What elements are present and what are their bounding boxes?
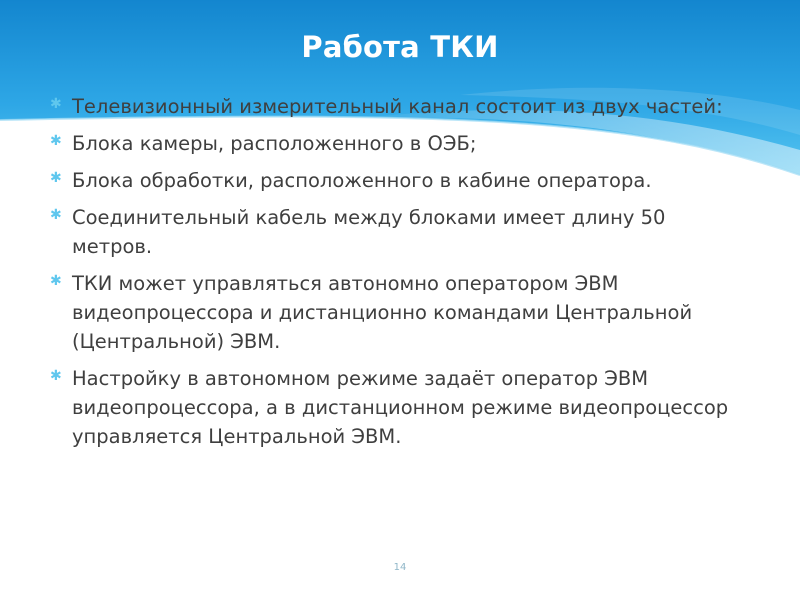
list-item [50, 92, 750, 121]
asterisk-bullet-icon: ✱ [50, 368, 62, 384]
list-item [50, 203, 750, 261]
list-item-text: Телевизионный измерительный канал состоит из двух частей: [72, 95, 723, 118]
list-item-text: Настройку в автономном режиме задаёт оператор ЭВМ видеопроцессора, а в дистанционном режиме видеопроцессор управляется Центральной ЭВМ. [72, 367, 729, 448]
list-item [50, 129, 750, 158]
list-item-text: Соединительный кабель между блоками имеет длину 50 метров. [72, 206, 666, 258]
asterisk-bullet-icon: ✱ [50, 96, 62, 112]
list-item-text: ТКИ может управляться автономно оператором ЭВМ видеопроцессора и дистанционно командами Центральной (Центральной) ЭВМ. [72, 272, 693, 353]
list-item-text: Блока обработки, расположенного в кабине оператора. [72, 169, 652, 192]
list-item [50, 269, 750, 356]
bullet-list [50, 92, 750, 459]
slide-title: Работа ТКИ [301, 30, 499, 64]
asterisk-bullet-icon: ✱ [50, 207, 62, 223]
list-item [50, 166, 750, 195]
asterisk-bullet-icon: ✱ [50, 170, 62, 186]
list-item-text: Блока камеры, расположенного в ОЭБ; [72, 132, 477, 155]
list-item [50, 364, 750, 451]
page-number: 14 [393, 562, 407, 573]
asterisk-bullet-icon: ✱ [50, 273, 62, 289]
asterisk-bullet-icon: ✱ [50, 133, 62, 149]
